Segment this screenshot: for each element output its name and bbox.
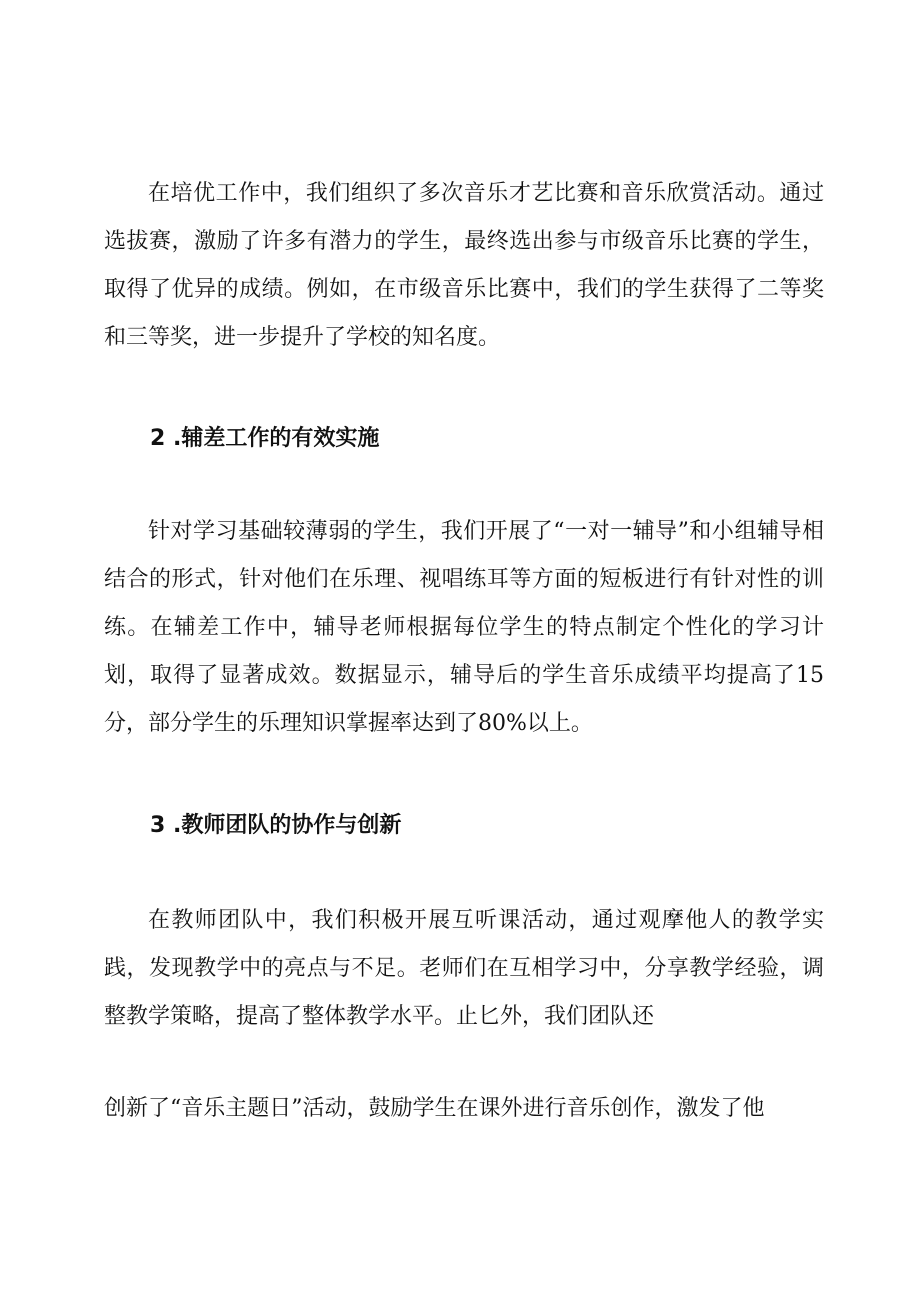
paragraph-teacher-collaboration: 在教师团队中，我们积极开展互听课活动，通过观摩他人的教学实践，发现教学中的亮点与不足。老师们在互相学习中，分享教学经验，调整教学策略，提高了整体教学水平。止匕外，我们团队还	[104, 908, 824, 1029]
paragraph-remedial-work: 针对学习基础较薄弱的学生，我们开展了“一对一辅导”和小组辅导相结合的形式，针对他们在乐理、视唱练耳等方面的短板进行有针对性的训练。在辅差工作中，辅导老师根据每位学生的特点制定个性化的学习计划，取得了显著成效。数据显示，辅导后的学生音乐成绩平均提高了15分，部分学生的乐理知识掌握率达到了80%以上。	[104, 519, 824, 736]
section-heading-remedial: 2 .辅差工作的有效实施	[150, 426, 380, 451]
paragraph-music-theme-day: 创新了“音乐主题日”活动，鼓励学生在课外进行音乐创作，激发了他	[104, 1096, 765, 1121]
paragraph-training-excellence: 在培优工作中，我们组织了多次音乐才艺比赛和音乐欣赏活动。通过选拔赛，激励了许多有潜力的学生，最终选出参与市级音乐比赛的学生，取得了优异的成绩。例如，在市级音乐比赛中，我们的学生获得了二等奖和三等奖，进一步提升了学校的知名度。	[104, 181, 824, 350]
section-heading-teacher-team: 3 .教师团队的协作与创新	[150, 813, 402, 838]
